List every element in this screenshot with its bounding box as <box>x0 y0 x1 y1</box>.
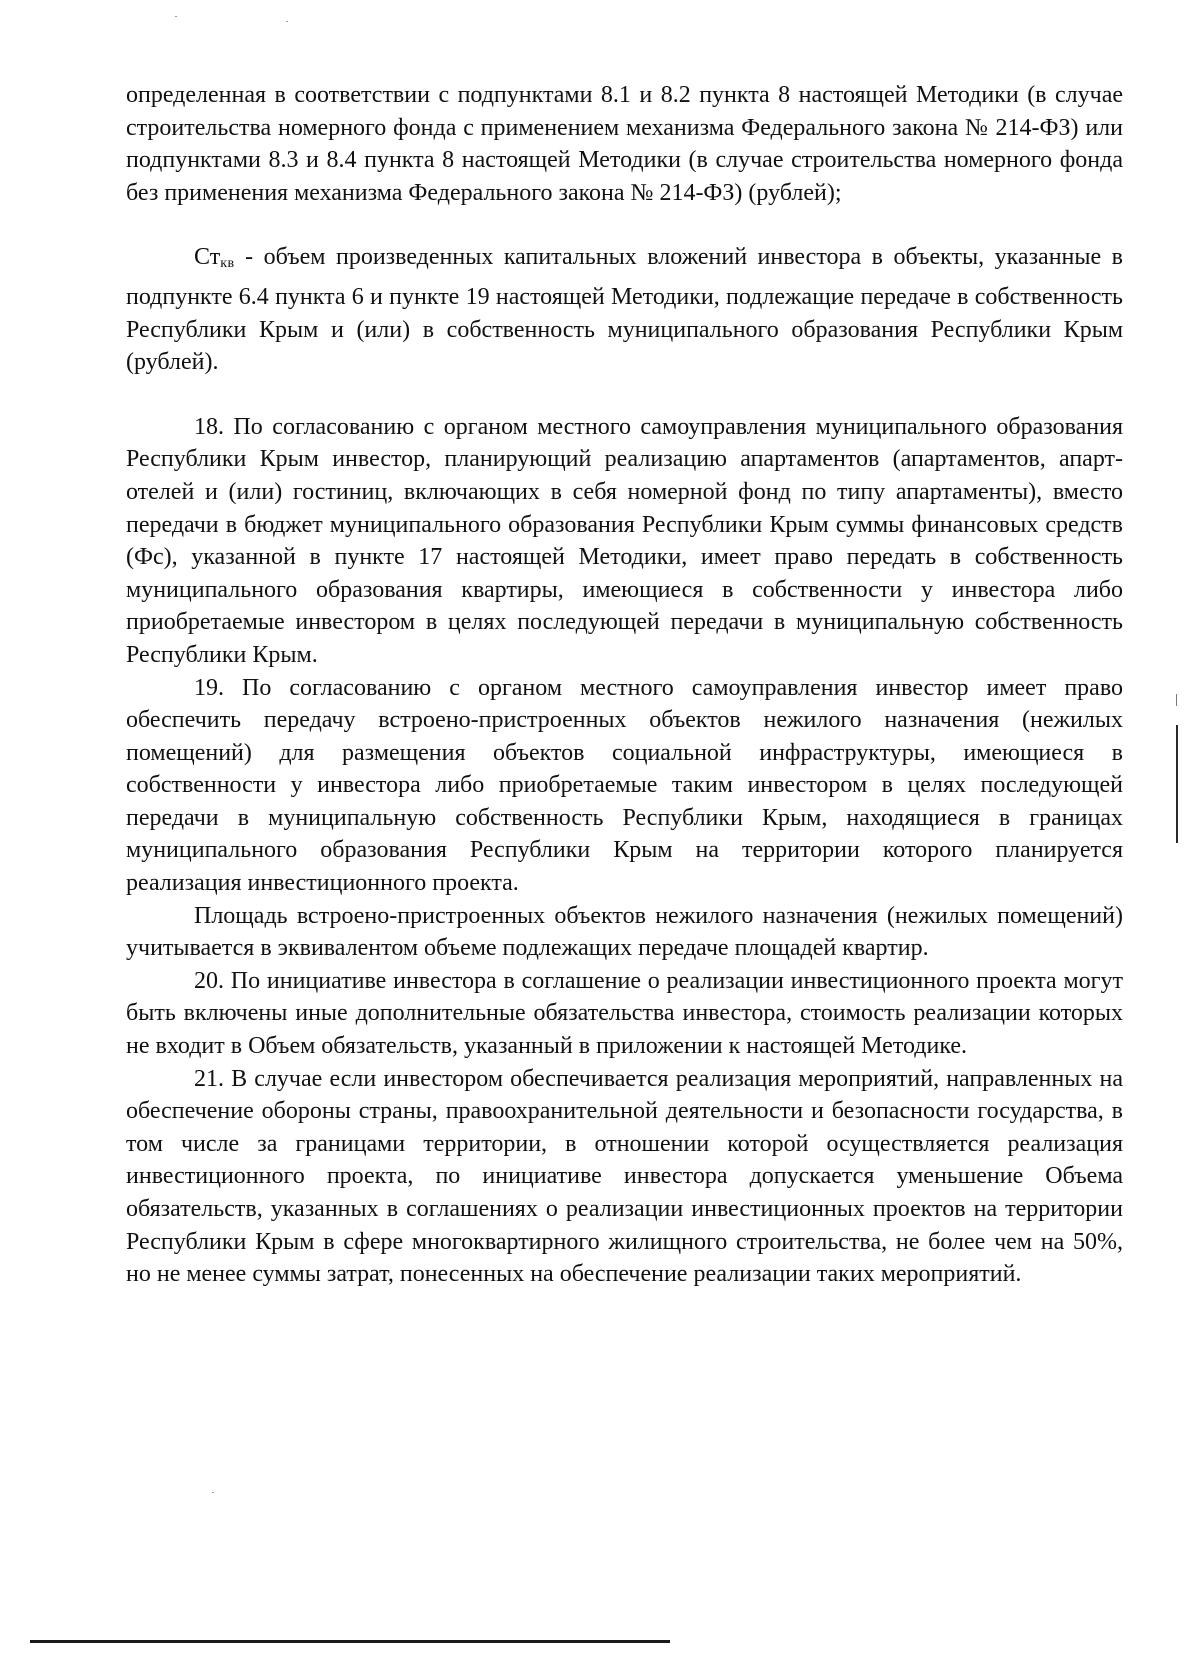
stkv-symbol: Ст <box>194 244 221 271</box>
paragraph-21: 21. В случае если инвестором обеспечивается реализация мероприятий, направленных на обеспечение обороны страны, правоохранительной деятельности и безопасности государства, в том числе за границами территории, в отношении которой осуществляется реализация инвестиционного проекта, по инициативе инвестора допускается уменьшение Объема обязательств, указанных в соглашениях о реализации инвестиционных проектов на территории Республики Крым в сфере многоквартирного жилищного строительства, не более чем на 50%, но не менее суммы затрат, понесенных на обеспечение реализации таких мероприятий. <box>126 1065 1123 1288</box>
scan-speck <box>175 16 177 17</box>
paragraph-continuation: определенная в соответствии с подпунктами 8.1 и 8.2 пункта 8 настоящей Методики (в случае строительства номерного фонда с применением механизма Федерального закона № 214-ФЗ) или подпунктами 8.3 и 8.4 пункта 8 настоящей Методики (в случае строительства номерного фонда без применения механизма Федерального закона № 214-ФЗ) (рублей); <box>126 82 1123 206</box>
stkv-definition-text: - объем произведенных капитальных вложений инвестора в объекты, указанные в подпункте 6.4 пункта 6 и пункте 19 настоящей Методики, подлежащие передаче в собственность Республики Крым и (или) в собственность муниципального образования Республики Крым (рублей). <box>126 244 1123 376</box>
scan-speck <box>286 21 288 22</box>
footer-rule <box>30 1640 670 1643</box>
paragraph-18: 18. По согласованию с органом местного самоуправления муниципального образования Республики Крым инвестор, планирующий реализацию апартаментов (апартаментов, апарт-отелей и (или) гостиниц, включающих в себя номерной фонд по типу апартаменты), вместо передачи в бюджет муниципального образования Республики Крым суммы финансовых средств (Фс), указанной в пункте 17 настоящей Методики, имеет право передать в собственность муниципального образования квартиры, имеющиеся в собственности у инвестора либо приобретаемые инвестором в целях последующей передачи в муниципальную собственность Республики Крым. <box>126 413 1123 668</box>
paragraph-20: 20. По инициативе инвестора в соглашение о реализации инвестиционного проекта могут быть включены иные дополнительные обязательства инвестора, стоимость реализации которых не входит в Объем обязательств, указанный в приложении к настоящей Методике. <box>126 967 1123 1060</box>
scan-speck <box>212 1492 214 1493</box>
paragraph-stkv-definition <box>126 241 1123 378</box>
margin-change-bar <box>1176 725 1178 843</box>
document-body <box>126 79 1123 1291</box>
paragraph-19: 19. По согласованию с органом местного самоуправления инвестор имеет право обеспечить передачу встроено-пристроенных объектов нежилого назначения (нежилых помещений) для размещения объектов социальной инфраструктуры, имеющиеся в собственности у инвестора либо приобретаемые таким инвестором в целях последующей передачи в муниципальную собственность Республики Крым, находящиеся в границах муниципального образования Республики Крым на территории которого планируется реализация инвестиционного проекта. <box>126 674 1123 897</box>
paragraph-19-area: Площадь встроено-пристроенных объектов нежилого назначения (нежилых помещений) учитывается в эквивалентом объеме подлежащих передаче площадей квартир. <box>126 902 1123 962</box>
stkv-subscript: кв <box>220 256 235 272</box>
margin-tick-mark <box>1176 694 1177 706</box>
